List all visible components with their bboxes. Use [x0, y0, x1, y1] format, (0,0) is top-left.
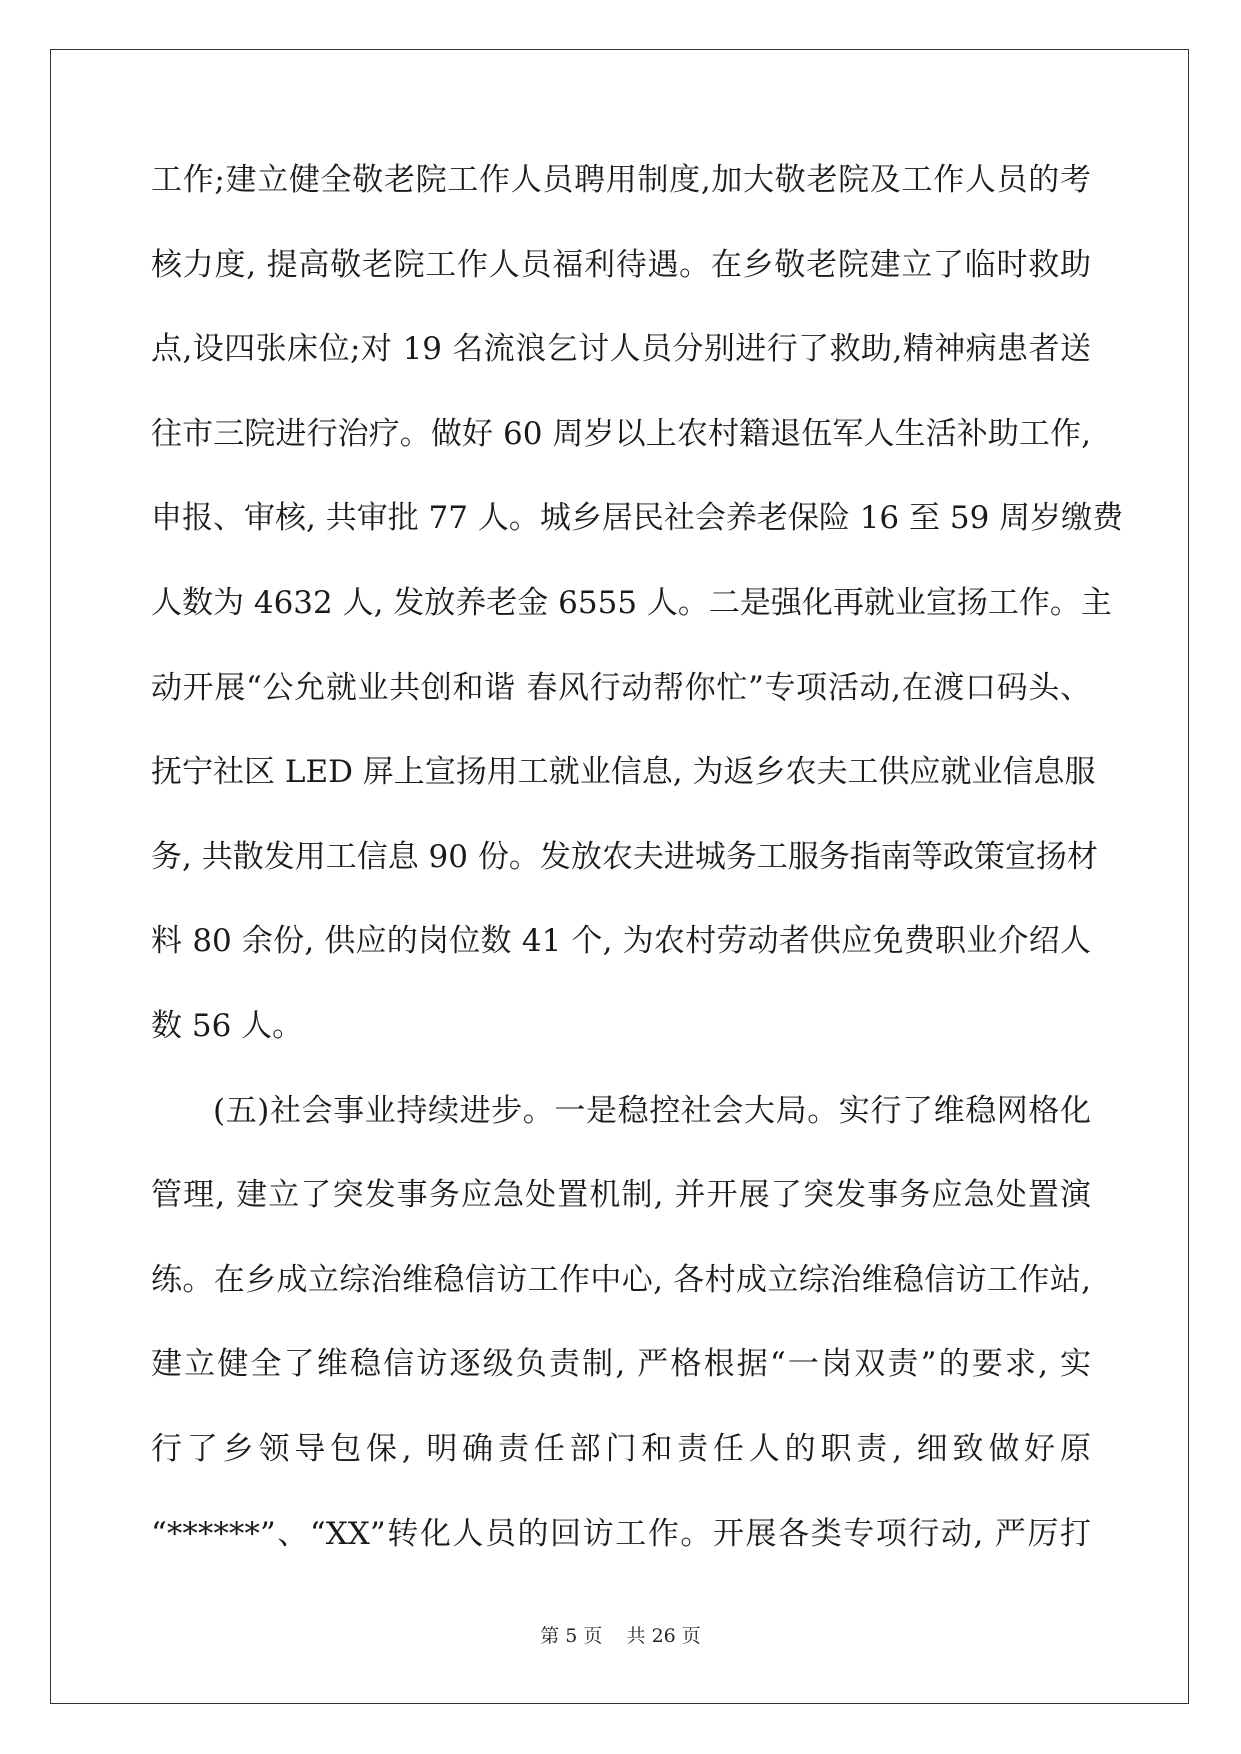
text-line: 人数为 4632 人, 发放养老金 6555 人。二是强化再就业宣扬工作。主: [151, 584, 1112, 621]
document-body: [151, 160, 1124, 1598]
text-line: 工作;建立健全敬老院工作人员聘用制度,加大敬老院及工作人员的考: [151, 162, 1091, 198]
text-line: 务, 共散发用工信息 90 份。发放农夫进城务工服务指南等政策宣扬材: [151, 838, 1098, 875]
text-line: 管理, 建立了突发事务应急处置机制, 并开展了突发事务应急处置演: [151, 1177, 1091, 1214]
text-line: 建立健全了维稳信访逐级负责制, 严格根据“一岗双责”的要求, 实: [151, 1346, 1091, 1383]
text-line: 练。在乡成立综治维稳信访工作中心, 各村成立综治维稳信访工作站,: [151, 1261, 1091, 1298]
paragraph-first-line: (五)社会事业持续进步。一是稳控社会大局。实行了维稳网格化: [213, 1092, 1091, 1129]
text-line: 动开展“公允就业共创和谐 春风行动帮你忙”专项活动,在渡口码头、: [151, 669, 1091, 706]
text-line: 行了乡领导包保, 明确责任部门和责任人的职责, 细致做好原: [151, 1430, 1091, 1467]
text-line: 数 56 人。: [151, 1007, 304, 1044]
text-line: 申报、审核, 共审批 77 人。城乡居民社会养老保险 16 至 59 周岁缴费: [151, 500, 1124, 537]
text-line: 料 80 余份, 供应的岗位数 41 个, 为农村劳动者供应免费职业介绍人: [151, 923, 1091, 960]
text-line: “******”、“XX”转化人员的回访工作。开展各类专项行动, 严厉打: [151, 1515, 1091, 1552]
text-line: 点,设四张床位;对 19 名流浪乞讨人员分别进行了救助,精神病患者送: [151, 331, 1091, 368]
text-line: 抚宁社区 LED 屏上宣扬用工就业信息, 为返乡农夫工供应就业信息服: [151, 754, 1096, 791]
text-line: 核力度, 提高敬老院工作人员福利待遇。在乡敬老院建立了临时救助: [151, 246, 1091, 283]
page-footer: 第 5 页 共 26 页: [540, 1625, 701, 1647]
text-line: 往市三院进行治疗。做好 60 周岁以上农村籍退伍军人生活补助工作,: [151, 415, 1091, 452]
